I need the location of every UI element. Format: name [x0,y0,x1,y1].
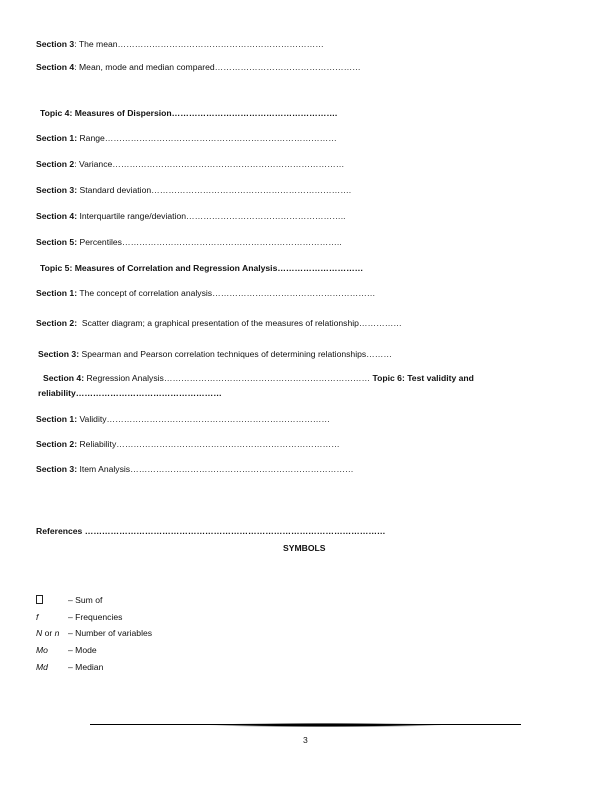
symbol-meaning: – Sum of [68,595,103,605]
entry-text: Validity…………………………………………………………………… [79,414,330,424]
symbol-meaning: – Number of variables [68,628,153,638]
entry-label: Section 4: [43,373,85,383]
entry-label: Topic 4: Measures of Dispersion…………………………………………………. [40,108,338,118]
symbol: N [36,628,43,638]
entry-text: The mean……………………………………………………………… [78,39,324,49]
symbol-row [36,628,153,639]
entry-text: Reliability…………………………………………………………………… [79,439,340,449]
toc-entry [36,39,324,50]
symbol-meaning: – Median [68,662,104,672]
toc-entry [36,62,361,73]
entry-label: Section 1: [36,288,78,298]
symbol: f [36,612,39,622]
topic-heading [40,108,337,119]
topic-heading: Topic 6: Test validity and [372,373,474,383]
entry-text: Percentiles………………………………………………………………….. [79,237,342,247]
toc-entry [36,211,345,222]
symbols-title: SYMBOLS [283,543,326,553]
entry-label: Topic 5: Measures of Correlation and Regression Analysis………………………… [40,263,364,273]
entry-label: Section 2: [36,439,78,449]
entry-label: Section 2: [36,318,78,328]
symbol-row [36,662,104,673]
symbol: Md [36,662,48,672]
footer-rule [90,723,521,727]
toc-entry [43,373,474,384]
entry-label: Section 4 [36,62,75,72]
toc-entry [36,159,344,170]
entry-label: Section 2 [36,159,75,169]
entry-text: Standard deviation……………………………………………………………. [79,185,352,195]
entry-label: reliability…………………………………………… [38,388,222,398]
entry-label: Section 1: [36,414,78,424]
entry-text: Scatter diagram; a graphical presentation of the measures of relationship…………… [81,318,402,328]
symbols-heading [283,543,326,554]
entry-text: Variance……………………………………………………………………… [79,159,345,169]
symbol-or: or [42,628,55,638]
symbol: n [54,628,60,638]
entry-text: The concept of correlation analysis………………………………………………… [79,288,376,298]
entry-label: Section 4: [36,211,78,221]
toc-entry [36,133,337,144]
toc-entry [36,318,402,329]
sep: : [74,39,79,49]
entry-text: Interquartile range/deviation……………………………………………….. [79,211,346,221]
entry-text: Regression Analysis……………………………………………………………… [86,373,373,383]
toc-entry [36,414,330,425]
entry-text: Spearman and Pearson correlation techniques of determining relationships……… [81,349,392,359]
symbol-meaning: – Mode [68,645,97,655]
toc-entry [36,439,340,450]
symbol-row [36,612,123,623]
symbol: Mo [36,645,48,655]
toc-entry [36,288,375,299]
entry-label: Section 3: [36,185,78,195]
entry-label: Section 5: [36,237,78,247]
entry-text: Range……………………………………………………………………… [79,133,337,143]
entry-text: Item Analysis…………………………………………………………………… [79,464,354,474]
entry-label: Section 1: [36,133,78,143]
sep: : [74,159,79,169]
toc-entry [38,349,392,360]
topic-heading [38,388,222,399]
entry-text: Mean, mode and median compared…………………………………………… [79,62,361,72]
symbol-meaning: – Frequencies [68,612,123,622]
summation-symbol-icon [36,595,43,604]
page-number: 3 [303,735,308,745]
topic-heading [40,263,363,274]
toc-entry [36,237,342,248]
symbol-row [36,645,97,656]
references-entry [36,526,386,537]
sep: : [74,62,79,72]
symbol-row [36,595,103,606]
toc-entry [36,185,351,196]
entry-label: Section 3 [36,39,75,49]
entry-label: Section 3: [38,349,80,359]
references-label: References …………………………………………………………………………………………… [36,526,386,536]
toc-entry [36,464,354,475]
entry-label: Section 3: [36,464,78,474]
